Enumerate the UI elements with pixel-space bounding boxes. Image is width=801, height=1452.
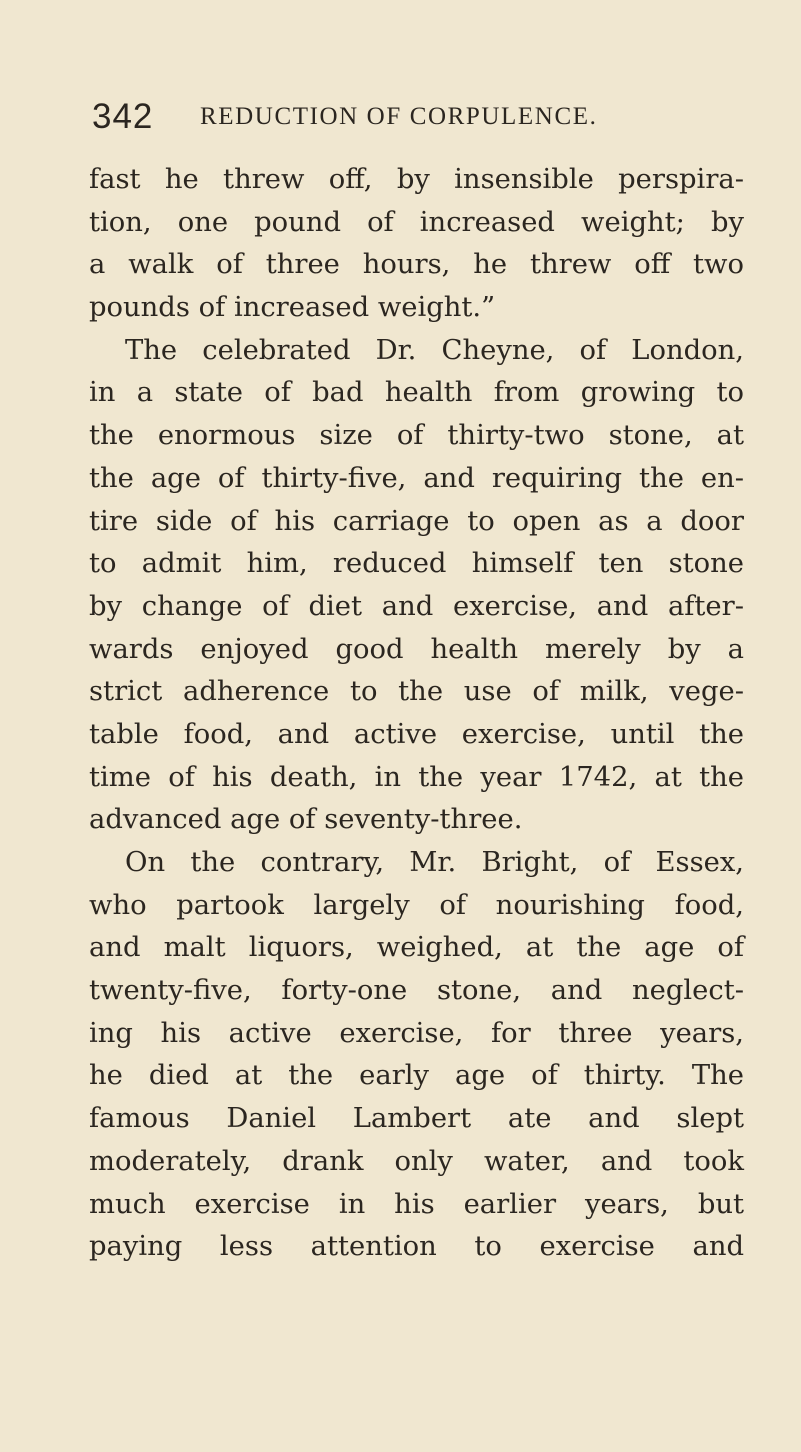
- text-line: fast he threw off, by insensible perspira-: [89, 164, 744, 195]
- text-line: famous Daniel Lambert ate and slept: [89, 1103, 744, 1135]
- text-line: table food, and active exercise, until the: [89, 718, 744, 750]
- text-line: strict adherence to the use of milk, vege-: [89, 676, 744, 708]
- text-line: by change of diet and exercise, and after-: [89, 590, 744, 622]
- text-line: he died at the early age of thirty. The: [89, 1060, 744, 1092]
- text-line: much exercise in his earlier years, but: [89, 1188, 744, 1220]
- text-line: a walk of three hours, he threw off two: [89, 249, 744, 281]
- text-line: pounds of increased weight.”: [89, 292, 496, 324]
- page-header: [92, 92, 752, 142]
- text-line: the age of thirty-five, and requiring the en-: [89, 462, 744, 494]
- text-line: tire side of his carriage to open as a door: [89, 505, 744, 537]
- text-line: On the contrary, Mr. Bright, of Essex,: [125, 847, 744, 878]
- page-number: 342: [92, 97, 154, 136]
- text-line: the enormous size of thirty-two stone, at: [89, 420, 744, 452]
- text-line: and malt liquors, weighed, at the age of: [89, 932, 744, 964]
- text-line: to admit him, reduced himself ten stone: [89, 548, 744, 580]
- text-line: advanced age of seventy-three.: [89, 804, 523, 836]
- running-head: REDUCTION OF CORPULENCE.: [200, 103, 598, 130]
- text-line: The celebrated Dr. Cheyne, of London,: [125, 334, 744, 366]
- text-line: tion, one pound of increased weight; by: [89, 206, 744, 238]
- text-line: who partook largely of nourishing food,: [89, 889, 744, 921]
- body-text: [89, 159, 744, 1269]
- text-line: twenty-five, forty-one stone, and neglect-: [89, 975, 744, 1007]
- text-line: in a state of bad health from growing to: [89, 377, 744, 409]
- text-line: moderately, drank only water, and took: [89, 1145, 744, 1177]
- text-line: paying less attention to exercise and: [89, 1231, 744, 1263]
- text-line: wards enjoyed good health merely by a: [89, 633, 744, 665]
- text-line: time of his death, in the year 1742, at the: [89, 761, 744, 793]
- text-line: ing his active exercise, for three years,: [89, 1017, 744, 1049]
